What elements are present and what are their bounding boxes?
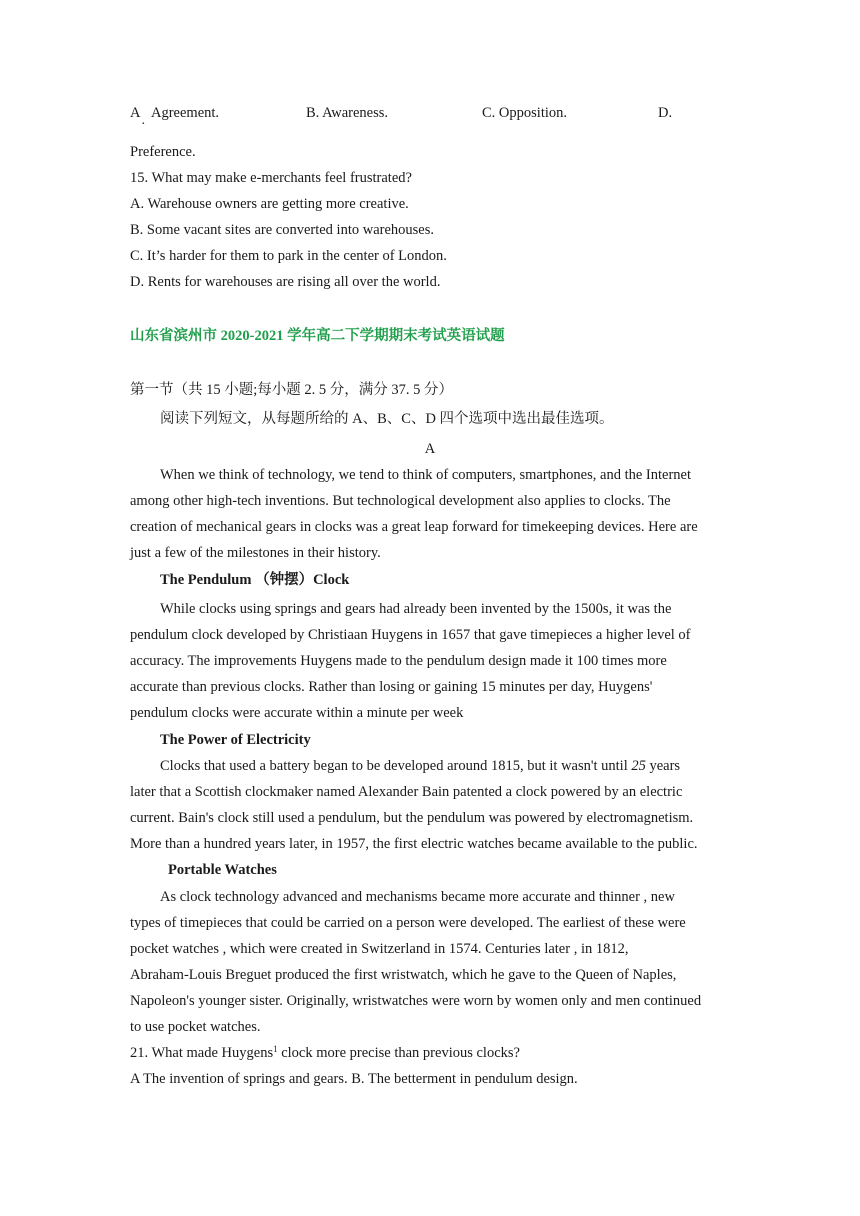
q15-option-c: C. It’s harder for them to park in the center of London. [130, 248, 447, 264]
paragraph-line: pendulum clocks were accurate within a minute per week [130, 705, 464, 721]
paragraph-line: just a few of the milestones in their history. [130, 545, 381, 561]
q15-question: 15. What may make e-merchants feel frustrated? [130, 170, 412, 186]
paragraph-line [160, 757, 680, 775]
footnote-marker: 1 [273, 1044, 278, 1054]
paragraph-line: As clock technology advanced and mechanisms became more accurate and thinner , new [160, 889, 675, 905]
paragraph-line: When we think of technology, we tend to think of computers, smartphones, and the Internet [160, 467, 691, 483]
paragraph-line: pendulum clock developed by Christiaan Huygens in 1657 that gave timepieces a higher level of [130, 627, 691, 643]
part-heading: 第一节（共 15 小题;每小题 2. 5 分，满分 37. 5 分） [130, 382, 454, 398]
q15-option-b: B. Some vacant sites are converted into warehouses. [130, 222, 435, 238]
heading-portable: Portable Watches [168, 862, 277, 878]
paragraph-line: types of timepieces that could be carried on a person were developed. The earliest of these were [130, 915, 686, 931]
q14-option-d: D. [658, 105, 673, 121]
section-title: 山东省滨州市 2020-2021 学年高二下学期期末考试英语试题 [130, 328, 505, 344]
q14-option-c: C. Opposition. [482, 105, 567, 121]
passage-label: A [424, 441, 436, 457]
q14-option-b: B. Awareness. [306, 105, 389, 121]
text-run: years [645, 758, 681, 774]
q15-option-d: D. Rents for warehouses are rising all over the world. [130, 274, 441, 290]
q14-option-a-dot: · [141, 117, 146, 132]
q15-option-a: A. Warehouse owners are getting more creative. [130, 196, 409, 212]
paragraph-line: More than a hundred years later, in 1957, the first electric watches became available to the public. [130, 836, 698, 852]
heading-electricity: The Power of Electricity [160, 732, 311, 748]
text-run: 21. What made Huygens [130, 1045, 274, 1061]
q14-option-d-text: Preference. [130, 144, 196, 160]
paragraph-line: accuracy. The improvements Huygens made to the pendulum design made it 100 times more [130, 653, 667, 669]
italic-number: 25 [631, 758, 646, 774]
text-run: clock more precise than previous clocks? [277, 1045, 520, 1061]
paragraph-line: accurate than previous clocks. Rather than losing or gaining 15 minutes per day, Huygens' [130, 679, 653, 695]
paragraph-line: later that a Scottish clockmaker named Alexander Bain patented a clock powered by an electric [130, 784, 683, 800]
paragraph-line: current. Bain's clock still used a pendulum, but the pendulum was powered by electromagnetism. [130, 810, 694, 826]
paragraph-line: among other high-tech inventions. But technological development also applies to clocks. The [130, 493, 671, 509]
paragraph-line: Napoleon's younger sister. Originally, wristwatches were worn by women only and men continued [130, 993, 702, 1009]
text-run: Clocks that used a battery began to be developed around 1815, but it wasn't until [160, 758, 632, 774]
q21-question [130, 1044, 520, 1062]
paragraph-line: Abraham-Louis Breguet produced the first wristwatch, which he gave to the Queen of Naples, [130, 967, 677, 983]
instruction: 阅读下列短文，从每题所给的 A、B、C、D 四个选项中选出最佳选项。 [160, 411, 614, 427]
q21-options: A The invention of springs and gears. B. The betterment in pendulum design. [130, 1071, 578, 1087]
paragraph-line: to use pocket watches. [130, 1019, 261, 1035]
paragraph-line: creation of mechanical gears in clocks was a great leap forward for timekeeping devices. Here are [130, 519, 698, 535]
q14-option-a-text: Agreement. [151, 105, 220, 121]
heading-pendulum: The Pendulum （钟摆）Clock [160, 572, 350, 588]
paragraph-line: While clocks using springs and gears had already been invented by the 1500s, it was the [160, 601, 672, 617]
q14-option-a-letter: A [130, 105, 141, 121]
paragraph-line: pocket watches , which were created in Switzerland in 1574. Centuries later , in 1812, [130, 941, 629, 957]
